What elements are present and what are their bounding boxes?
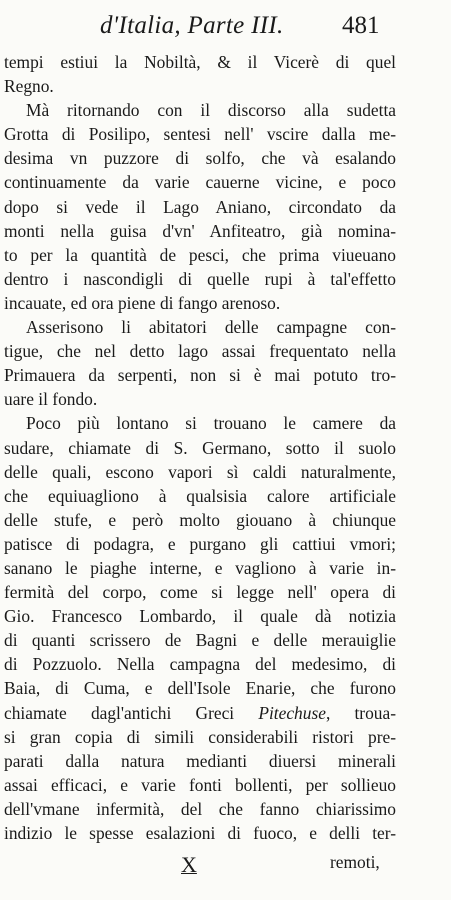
text-line: to per la quantità de pesci, che prima viueuano <box>4 244 396 265</box>
page-number: 481 <box>342 12 380 39</box>
text-line: Grotta di Posilipo, sentesi nell' vscire dalla me- <box>4 124 396 145</box>
text-line: monti nella guisa d'vn' Anfiteatro, già nomina- <box>4 220 396 241</box>
text-line: Regno. <box>4 76 54 97</box>
body-text <box>4 50 396 845</box>
page-header <box>0 8 451 48</box>
catchword: remoti, <box>330 852 380 872</box>
text-line: continuamente da varie cauerne vicine, e poco <box>4 172 396 193</box>
text-line: parati dalla natura medianti diuersi minerali <box>4 750 396 771</box>
text-line: Asserisono li abitatori delle campagne con- <box>26 317 396 338</box>
text-line: fermità del corpo, come si legge nell' opera di <box>4 582 396 603</box>
text-line: patisce di podagra, e purgano gli cattiui vmori; <box>4 533 396 554</box>
text-line: tempi estiui la Nobiltà, & il Vicerè di quel <box>4 52 396 72</box>
text-line: dentro i nascondigli di quelle rupi à tal'effetto <box>4 268 396 289</box>
text-line: delle quali, escono vapori sì caldi naturalmente, <box>4 461 396 482</box>
text-line: Primauera da serpenti, non si è mai potuto tro- <box>4 365 396 386</box>
text-line: assai efficaci, e varie fonti bollenti, per sollieuo <box>4 774 396 795</box>
text-line: dopo si vede il Lago Aniano, circondato da <box>4 196 396 217</box>
text-line: di Pozzuolo. Nella campagna del medesimo, di <box>4 654 396 675</box>
text-line: sudare, chiamate di S. Germano, sotto il suolo <box>4 437 396 458</box>
text-line: sanano le piaghe interne, e vagliono à varie in- <box>4 557 396 578</box>
text-line: indizio le spesse esalazioni di fuoco, e delli ter- <box>4 823 396 843</box>
text-line: delle stufe, e però molto giouano à chiunque <box>4 509 396 530</box>
text-line: si gran copia di simili considerabili ristori pre- <box>4 726 396 747</box>
signature-mark: X <box>181 852 197 877</box>
text-line: tigue, che nel detto lago assai frequentato nella <box>4 341 396 362</box>
text-line: che equiuagliono à qualsisia calore artificiale <box>4 485 396 506</box>
text-line: desima vn puzzore di solfo, che và esalando <box>4 148 396 169</box>
text-line: Gio. Francesco Lombardo, il quale dà notizia <box>4 606 396 627</box>
text-line: Baia, di Cuma, e dell'Isole Enarie, che furono <box>4 678 396 699</box>
text-line: uare il fondo. <box>4 389 98 410</box>
text-line: chiamate dagl'antichi Greci Pitechuse, troua- <box>4 702 396 723</box>
text-line: di quanti scrissero de Bagni e delle merauiglie <box>4 630 396 651</box>
text-line: Poco più lontano si trouano le camere da <box>26 413 396 434</box>
text-line: dell'vmane infermità, del che fanno chiarissimo <box>4 798 396 819</box>
text-line: Mà ritornando con il discorso alla sudetta <box>26 100 396 121</box>
text-line: incauate, ed ora piene di fango arenoso. <box>4 292 281 313</box>
running-title: d'Italia, Parte III. <box>100 12 284 39</box>
